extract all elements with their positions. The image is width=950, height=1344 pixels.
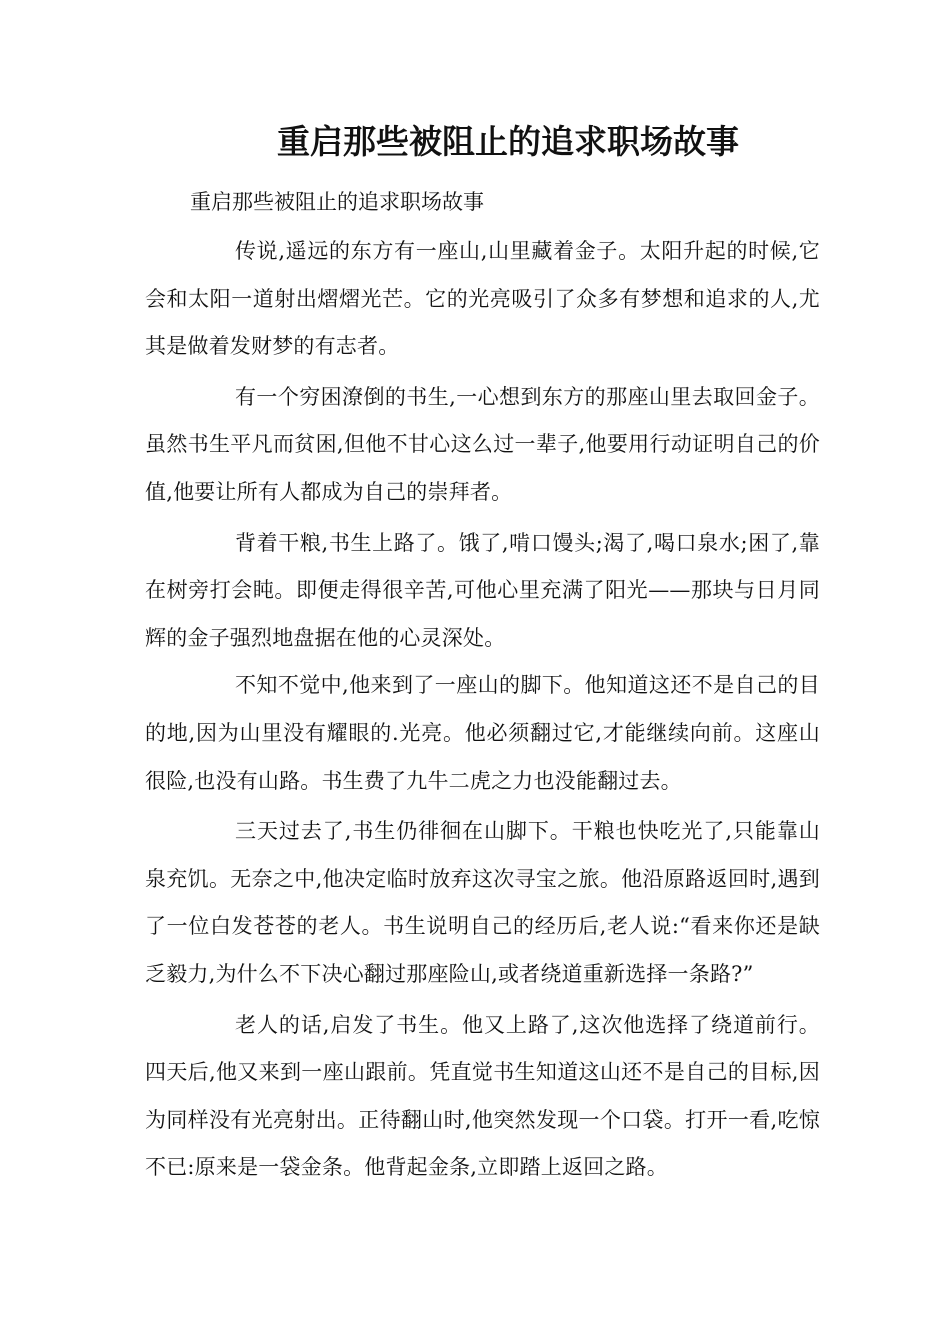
- document-body: [145, 228, 820, 1192]
- paragraph: 背着干粮,书生上路了。饿了,啃口馒头;渴了,喝口泉水;困了,靠在树旁打会盹。即便走得很辛苦,可他心里充满了阳光——那块与日月同辉的金子强烈地盘据在他的心灵深处。: [145, 530, 820, 650]
- paragraph: 三天过去了,书生仍徘徊在山脚下。干粮也快吃光了,只能靠山泉充饥。无奈之中,他决定临时放弃这次寻宝之旅。他沿原路返回时,遇到了一位白发苍苍的老人。书生说明自己的经历后,老人说:“看来你还是缺乏毅力,为什么不下决心翻过那座险山,或者绕道重新选择一条路?”: [145, 819, 820, 986]
- paragraph: 有一个穷困潦倒的书生,一心想到东方的那座山里去取回金子。虽然书生平凡而贫困,但他不甘心这么过一辈子,他要用行动证明自己的价值,他要让所有人都成为自己的崇拜者。: [145, 384, 820, 504]
- paragraph: 老人的话,启发了书生。他又上路了,这次他选择了绕道前行。四天后,他又来到一座山跟前。凭直觉书生知道这山还不是自己的目标,因为同样没有光亮射出。正待翻山时,他突然发现一个口袋。打开一看,吃惊不已:原来是一袋金条。他背起金条,立即踏上返回之路。: [145, 1012, 820, 1180]
- paragraph: 传说,遥远的东方有一座山,山里藏着金子。太阳升起的时候,它会和太阳一道射出熠熠光芒。它的光亮吸引了众多有梦想和追求的人,尤其是做着发财梦的有志者。: [145, 239, 820, 359]
- paragraph: 不知不觉中,他来到了一座山的脚下。他知道这还不是自己的目的地,因为山里没有耀眼的.光亮。他必须翻过它,才能继续向前。这座山很险,也没有山路。书生费了九牛二虎之力也没能翻过去。: [145, 673, 820, 793]
- document-title: 重启那些被阻止的追求职场故事: [277, 122, 739, 161]
- document-subtitle: 重启那些被阻止的追求职场故事: [190, 190, 484, 214]
